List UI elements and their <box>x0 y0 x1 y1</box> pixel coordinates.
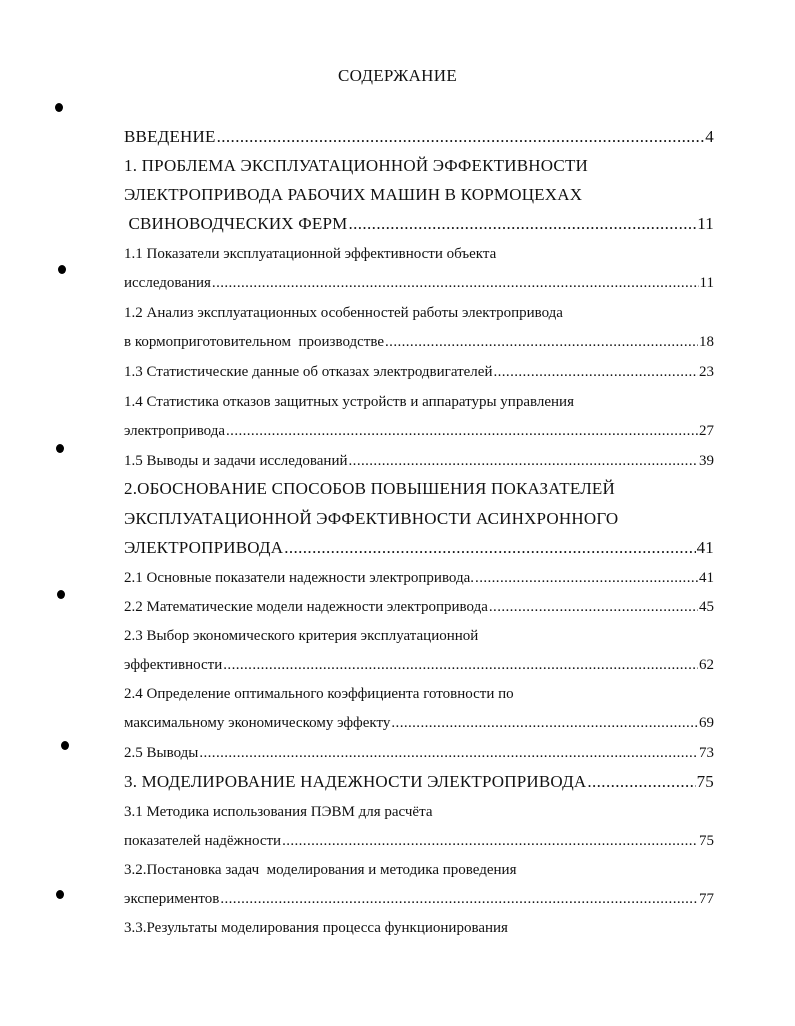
leader-dots <box>489 595 698 619</box>
toc-entry <box>124 477 714 501</box>
toc-entry <box>124 360 714 384</box>
leader-dots <box>475 566 698 590</box>
leader-dots <box>391 711 698 735</box>
toc-entry-text: максимальному экономическому эффекту <box>124 715 391 731</box>
toc-entry <box>124 536 714 560</box>
toc-page-number: 4 <box>705 127 714 146</box>
toc-entry-text: экспериментов <box>124 891 220 907</box>
toc-entry <box>124 271 714 295</box>
toc-entry-text: 2.2 Математические модели надежности электропривода <box>124 599 488 615</box>
toc-entry-text: 2.ОБОСНОВАНИЕ СПОСОБОВ ПОВЫШЕНИЯ ПОКАЗАТЕЛЕЙ <box>124 479 615 498</box>
toc-entry <box>124 916 714 940</box>
toc-entry <box>124 711 714 735</box>
toc-entry <box>124 507 714 531</box>
leader-dots <box>587 770 695 794</box>
toc-entry-text: 1.4 Статистика отказов защитных устройств и аппаратуры управления <box>124 394 574 410</box>
leader-dots <box>220 887 698 911</box>
toc-entry <box>124 770 714 794</box>
toc-entry <box>124 390 714 414</box>
toc-entry <box>124 741 714 765</box>
toc-entry-text: 2.4 Определение оптимального коэффициента готовности по <box>124 686 514 702</box>
toc-entry <box>124 624 714 648</box>
toc-entry <box>124 829 714 853</box>
toc-entry <box>124 449 714 473</box>
leader-dots <box>282 829 698 853</box>
toc-entry-text: 1.5 Выводы и задачи исследований <box>124 453 348 469</box>
toc-entry <box>124 212 714 236</box>
toc-page-number: 27 <box>699 423 714 439</box>
toc-entry-text: 1. ПРОБЛЕМА ЭКСПЛУАТАЦИОННОЙ ЭФФЕКТИВНОСТИ <box>124 156 589 175</box>
toc-page-number: 75 <box>696 772 714 791</box>
toc-entry-text: 3. МОДЕЛИРОВАНИЕ НАДЕЖНОСТИ ЭЛЕКТРОПРИВОДА <box>124 772 587 791</box>
toc-page-number: 62 <box>699 657 714 673</box>
toc-entry <box>124 858 714 882</box>
binder-hole-mark <box>56 444 64 453</box>
toc-entry <box>124 595 714 619</box>
toc-entry-text: 2.1 Основные показатели надежности электропривода. <box>124 570 475 586</box>
toc-entry-text: ЭЛЕКТРОПРИВОДА <box>124 538 284 557</box>
toc-entry-text: в кормоприготовительном производстве <box>124 334 385 350</box>
toc-entry-text: СВИНОВОДЧЕСКИХ ФЕРМ <box>124 214 348 233</box>
toc-entry <box>124 682 714 706</box>
toc-page-number: 23 <box>699 364 714 380</box>
toc-page-number: 75 <box>699 833 714 849</box>
toc-entry <box>124 419 714 443</box>
toc-page-number: 69 <box>699 715 714 731</box>
toc-entry-text: 1.3 Статистические данные об отказах электродвигателей <box>124 364 493 380</box>
page-title: СОДЕРЖАНИЕ <box>337 66 458 85</box>
binder-hole-mark <box>57 590 65 599</box>
toc-page-number: 45 <box>699 599 714 615</box>
leader-dots <box>217 125 705 149</box>
toc-entry <box>124 183 714 207</box>
leader-dots <box>199 741 698 765</box>
toc-entry-text: эффективности <box>124 657 223 673</box>
toc-entry-text: 1.1 Показатели эксплуатационной эффективности объекта <box>124 246 497 262</box>
toc-entry <box>124 566 714 590</box>
toc-page-number: 41 <box>699 570 714 586</box>
toc-entry <box>124 125 714 149</box>
binder-hole-mark <box>56 890 64 899</box>
toc-entry <box>124 330 714 354</box>
binder-hole-mark <box>58 265 66 274</box>
toc-entry <box>124 653 714 677</box>
leader-dots <box>284 536 695 560</box>
toc-entry-text: 1.2 Анализ эксплуатационных особенностей работы электропривода <box>124 305 563 321</box>
leader-dots <box>493 360 698 384</box>
binder-hole-mark <box>61 741 69 750</box>
toc-entry-text: исследования <box>124 275 211 291</box>
toc-entry <box>124 800 714 824</box>
toc-entry <box>124 301 714 325</box>
toc-entry-text: ЭКСПЛУАТАЦИОННОЙ ЭФФЕКТИВНОСТИ АСИНХРОННОГО <box>124 509 619 528</box>
leader-dots <box>385 330 698 354</box>
toc-entry-text: 2.3 Выбор экономического критерия эксплуатационной <box>124 628 479 644</box>
toc-page-number: 11 <box>699 275 714 291</box>
toc-entry-text: показателей надёжности <box>124 833 282 849</box>
leader-dots <box>223 653 698 677</box>
toc-entry-text: электропривода <box>124 423 226 439</box>
toc-page-number: 73 <box>699 745 714 761</box>
toc-entry <box>124 154 714 178</box>
leader-dots <box>348 212 696 236</box>
toc-entry <box>124 242 714 266</box>
leader-dots <box>226 419 698 443</box>
toc-entry-text: 3.3.Результаты моделирования процесса функционирования <box>124 920 508 936</box>
toc-entry-text: 2.5 Выводы <box>124 745 199 761</box>
leader-dots <box>349 449 698 473</box>
toc-page-number: 77 <box>699 891 714 907</box>
leader-dots <box>212 271 699 295</box>
binder-hole-mark <box>55 103 63 112</box>
toc-page-number: 39 <box>699 453 714 469</box>
toc-entry-text: 3.2.Постановка задач моделирования и методика проведения <box>124 862 517 878</box>
toc-entry <box>124 887 714 911</box>
toc-page-number: 18 <box>699 334 714 350</box>
toc-page-number: 41 <box>696 538 714 557</box>
toc-entry-text: ВВЕДЕНИЕ <box>124 127 216 146</box>
toc-entry-text: ЭЛЕКТРОПРИВОДА РАБОЧИХ МАШИН В КОРМОЦЕХАХ <box>124 185 583 204</box>
toc-entry-text: 3.1 Методика использования ПЭВМ для расчёта <box>124 804 433 820</box>
toc-page-number: 11 <box>697 214 714 233</box>
